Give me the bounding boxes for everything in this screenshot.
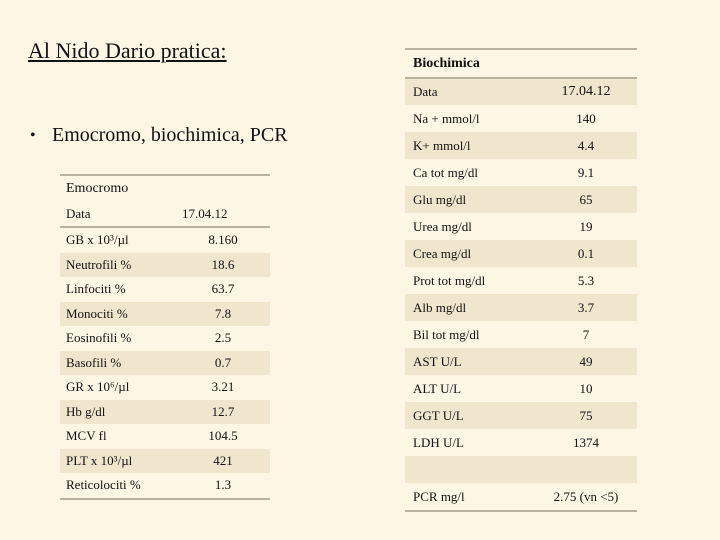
table-row bbox=[405, 240, 637, 267]
table-row bbox=[405, 321, 637, 348]
biochimica-row-label: LDH U/L bbox=[413, 434, 464, 450]
table-row bbox=[405, 213, 637, 240]
biochimica-row-label: Na + mmol/l bbox=[413, 110, 480, 126]
emocromo-row-label: MCV fl bbox=[66, 428, 107, 444]
biochimica-header-row bbox=[405, 78, 637, 105]
table-row bbox=[60, 302, 270, 327]
table-row bbox=[405, 294, 637, 321]
table-row bbox=[405, 429, 637, 456]
emocromo-row-label: GB x 10³/µl bbox=[66, 232, 129, 248]
emocromo-row-value: 7.8 bbox=[176, 302, 270, 327]
table-row bbox=[405, 483, 637, 511]
bullet-text: Emocromo, biochimica, PCR bbox=[52, 124, 288, 146]
table-row bbox=[405, 105, 637, 132]
emocromo-row-value: 0.7 bbox=[176, 351, 270, 376]
table-row bbox=[60, 351, 270, 376]
emocromo-row-value: 12.7 bbox=[176, 400, 270, 425]
emocromo-row-label: Hb g/dl bbox=[60, 400, 176, 425]
table-row bbox=[60, 424, 270, 449]
table-row bbox=[60, 253, 270, 278]
table-row bbox=[405, 159, 637, 186]
biochimica-row-label: Urea mg/dl bbox=[413, 218, 472, 234]
biochimica-row-value: 9.1 bbox=[577, 164, 595, 180]
biochimica-row-value: 49 bbox=[535, 348, 637, 375]
emocromo-row-label: Eosinofili % bbox=[66, 330, 132, 346]
biochimica-row-label: K+ mmol/l bbox=[405, 132, 535, 159]
table-row bbox=[60, 449, 270, 474]
biochimica-row-label: Bil tot mg/dl bbox=[413, 326, 480, 342]
bullet-dot-icon: • bbox=[30, 126, 36, 144]
biochimica-row-label: Prot tot mg/dl bbox=[413, 272, 486, 288]
emocromo-header-date: 17.04.12 bbox=[176, 202, 270, 227]
emocromo-header-label: Data bbox=[60, 202, 176, 227]
emocromo-row-label: Monociti % bbox=[60, 302, 176, 327]
biochimica-row-label: Crea mg/dl bbox=[405, 240, 535, 267]
biochimica-row-value: 4.4 bbox=[535, 132, 637, 159]
biochimica-row-value: 2.75 (vn <5) bbox=[553, 488, 619, 504]
biochimica-row-label: GGT U/L bbox=[405, 402, 535, 429]
bullet-item bbox=[30, 124, 288, 147]
biochimica-row-value: 7 bbox=[582, 326, 590, 342]
biochimica-row-value: 19 bbox=[579, 218, 593, 234]
biochimica-row-label: Alb mg/dl bbox=[405, 294, 535, 321]
biochimica-row-label: AST U/L bbox=[405, 348, 535, 375]
biochimica-row-label: PCR mg/l bbox=[413, 488, 465, 504]
emocromo-row-value: 18.6 bbox=[176, 253, 270, 278]
biochimica-row-value: 10 bbox=[579, 380, 593, 396]
table-row bbox=[405, 132, 637, 159]
emocromo-row-label: Linfociti % bbox=[66, 281, 126, 297]
table-row bbox=[60, 473, 270, 499]
table-row bbox=[60, 277, 270, 302]
biochimica-row-value: 140 bbox=[576, 110, 596, 126]
table-row bbox=[60, 227, 270, 253]
biochimica-row-value: 0.1 bbox=[535, 240, 637, 267]
biochimica-row-label bbox=[405, 456, 535, 483]
table-row bbox=[405, 456, 637, 483]
emocromo-row-label: Neutrofili % bbox=[60, 253, 176, 278]
emocromo-row-value: 8.160 bbox=[208, 232, 238, 248]
table-row bbox=[60, 326, 270, 351]
biochimica-row-label: Glu mg/dl bbox=[405, 186, 535, 213]
emocromo-row-label: Basofili % bbox=[60, 351, 176, 376]
table-row bbox=[405, 186, 637, 213]
biochimica-row-value bbox=[535, 456, 637, 483]
emocromo-row-label: PLT x 10³/µl bbox=[60, 449, 176, 474]
biochimica-row-value: 65 bbox=[535, 186, 637, 213]
emocromo-row-value: 1.3 bbox=[214, 477, 232, 493]
biochimica-row-value: 3.7 bbox=[535, 294, 637, 321]
biochimica-caption: Biochimica bbox=[413, 55, 480, 71]
emocromo-row-label: GR x 10⁶/µl bbox=[66, 379, 130, 395]
biochimica-row-value: 5.3 bbox=[577, 272, 595, 288]
biochimica-row-value: 1374 bbox=[573, 434, 599, 450]
page-title: Al Nido Dario pratica: bbox=[28, 38, 227, 63]
emocromo-caption: Emocromo bbox=[66, 181, 129, 196]
emocromo-row-value: 104.5 bbox=[208, 428, 238, 444]
biochimica-row-value: 75 bbox=[535, 402, 637, 429]
table-row bbox=[405, 267, 637, 294]
table-row bbox=[60, 375, 270, 400]
emocromo-row-value: 2.5 bbox=[214, 330, 232, 346]
emocromo-row-value: 421 bbox=[176, 449, 270, 474]
biochimica-row-label: Ca tot mg/dl bbox=[413, 164, 478, 180]
emocromo-row-value: 63.7 bbox=[211, 281, 235, 297]
emocromo-row-label: Reticolociti % bbox=[66, 477, 141, 493]
biochimica-header-date: 17.04.12 bbox=[535, 78, 637, 105]
biochimica-row-label: ALT U/L bbox=[413, 380, 462, 396]
emocromo-table bbox=[60, 174, 270, 500]
biochimica-header-label: Data bbox=[405, 78, 535, 105]
table-row bbox=[405, 348, 637, 375]
biochimica-table bbox=[405, 48, 637, 512]
table-row bbox=[405, 402, 637, 429]
emocromo-header-row bbox=[60, 202, 270, 227]
emocromo-row-value: 3.21 bbox=[211, 379, 235, 395]
table-row bbox=[60, 400, 270, 425]
table-row bbox=[405, 375, 637, 402]
